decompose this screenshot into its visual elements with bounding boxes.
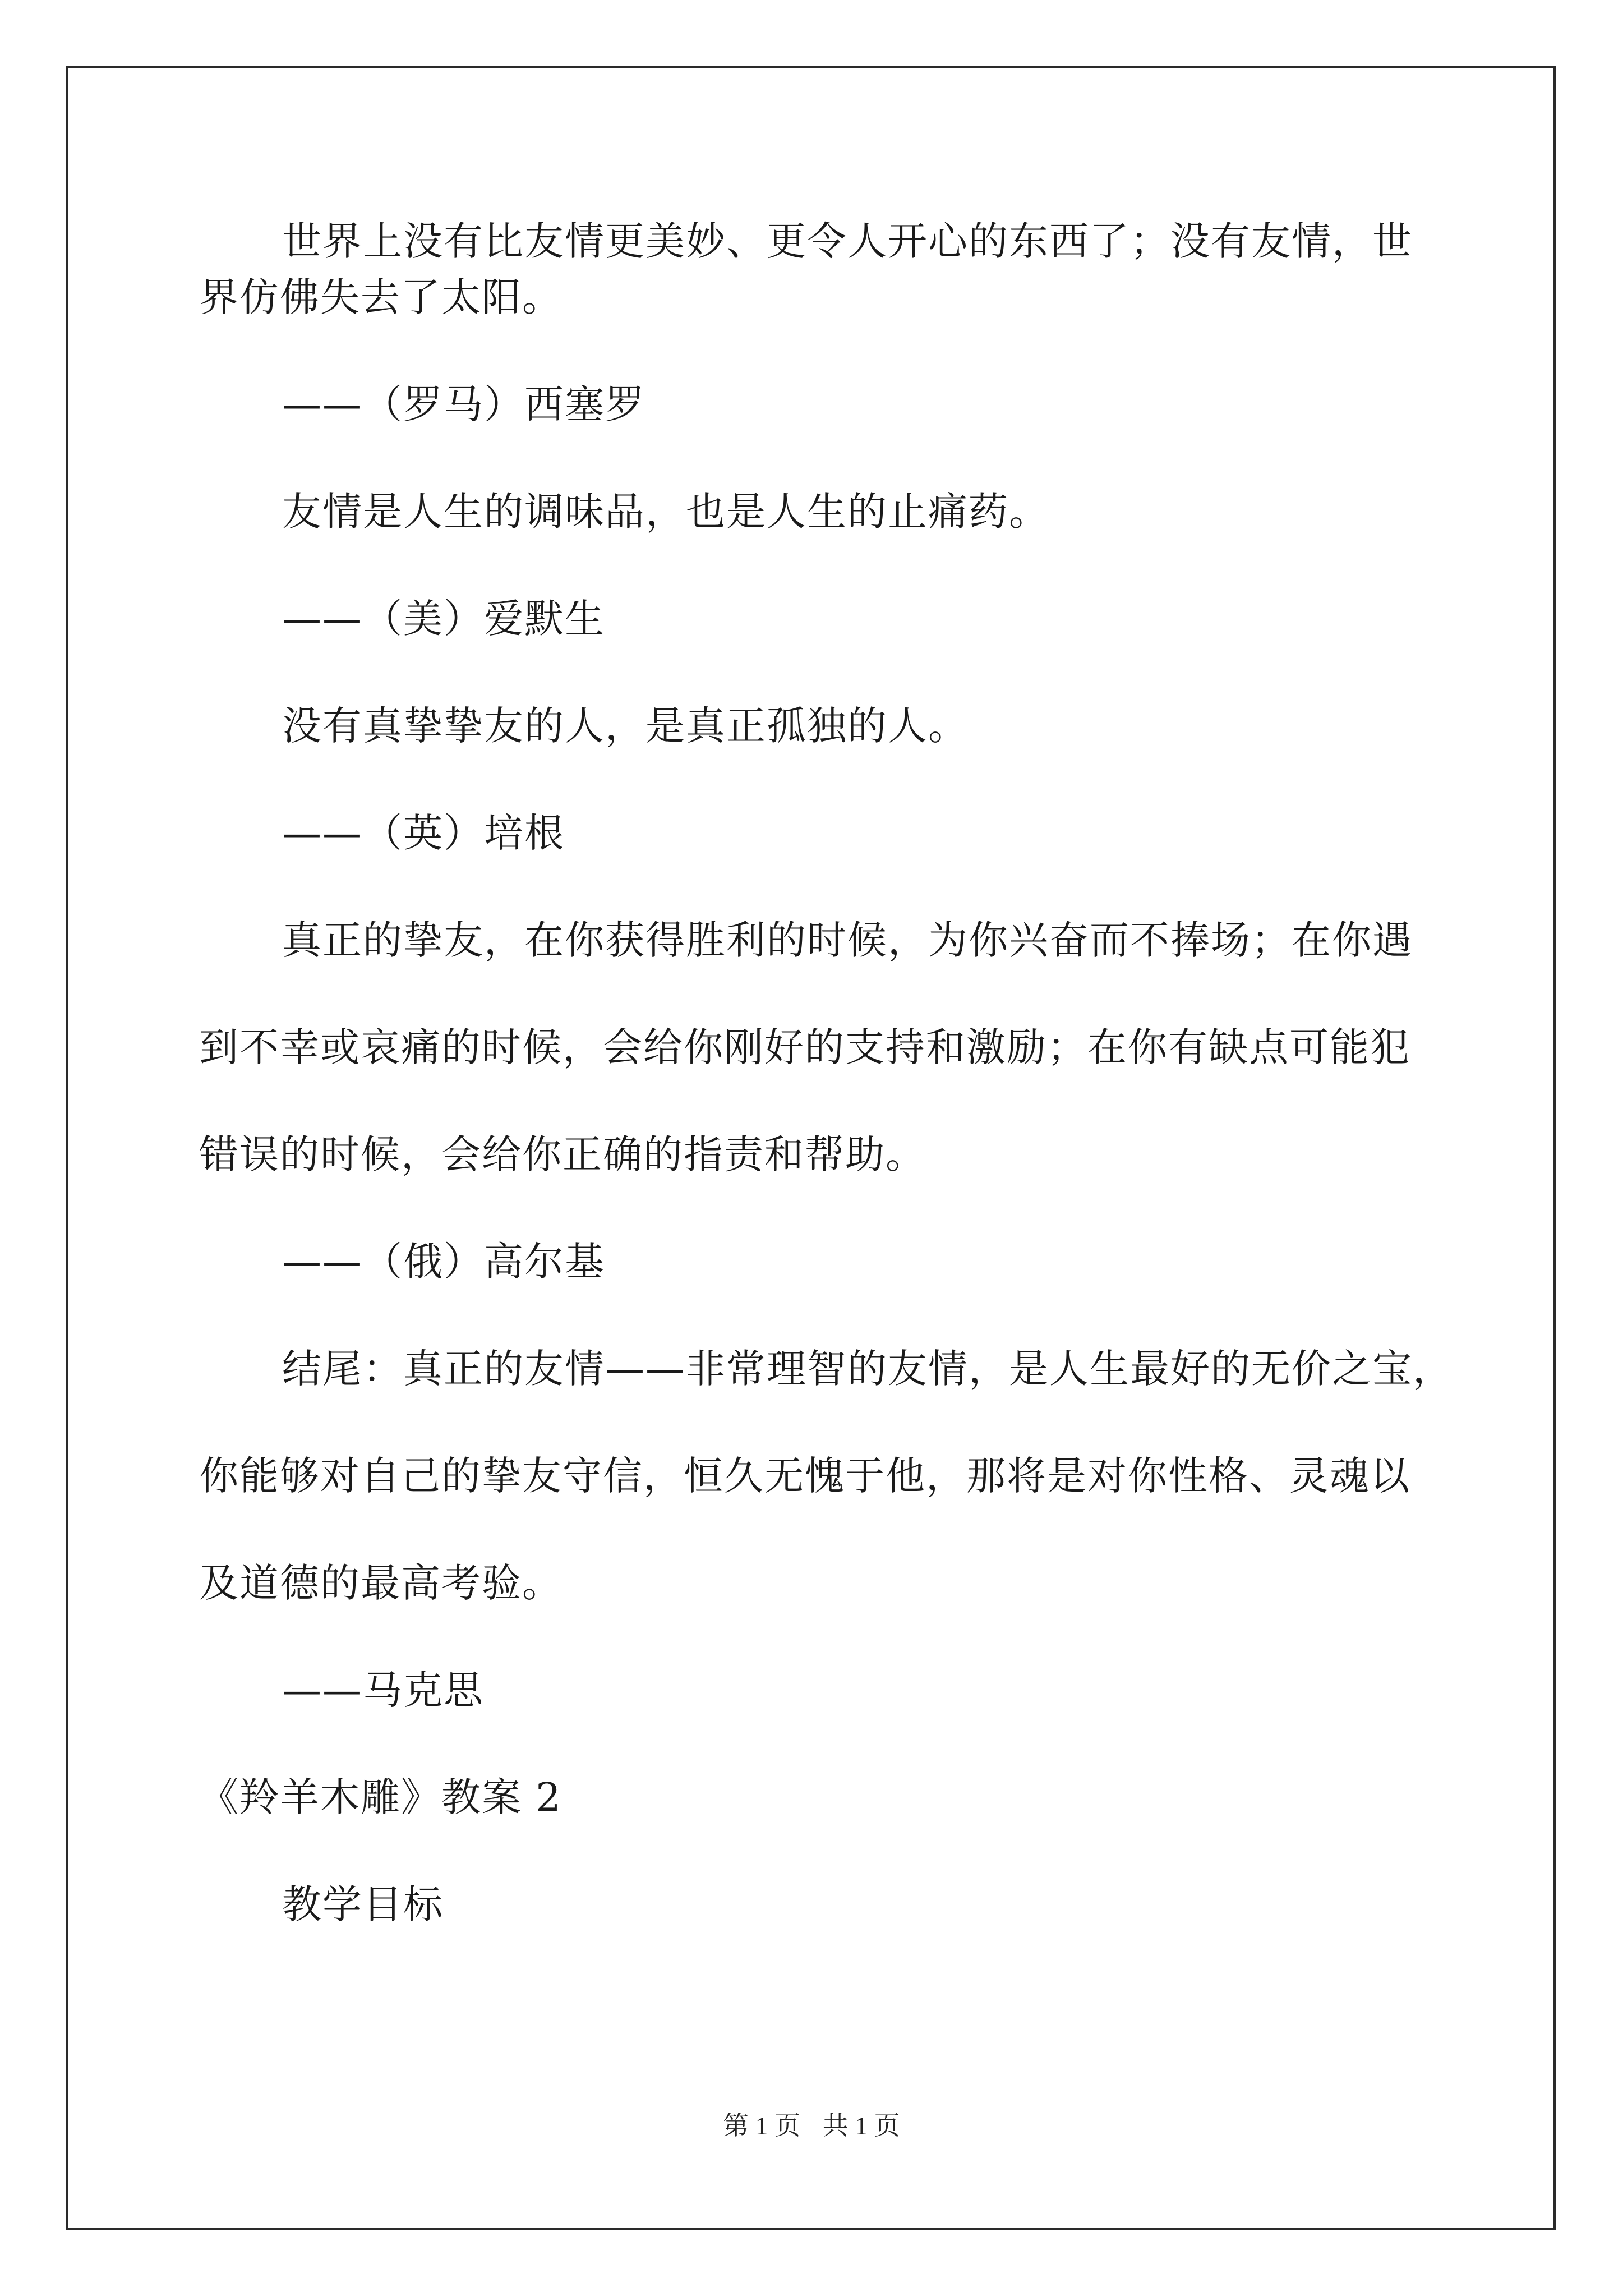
section-title <box>199 1769 1433 1825</box>
text-line: 《羚羊木雕》教案 2 <box>199 1774 562 1820</box>
text-line: 你能够对自己的挚友守信，恒久无愧于他，那将是对你性格、灵魂以 <box>199 1453 1410 1499</box>
quote-attribution <box>199 1234 1433 1290</box>
document-body <box>199 213 1453 1932</box>
page-total: 共 1 页 <box>822 2111 900 2140</box>
text-line: ——马克思 <box>282 1667 484 1713</box>
text-line: 世界上没有比友情更美妙、更令人开心的东西了；没有友情，世 <box>282 218 1413 264</box>
text-line: ——（英）培根 <box>282 810 565 856</box>
text-line: 到不幸或哀痛的时候，会给你刚好的支持和激励；在你有缺点可能犯 <box>199 1024 1410 1070</box>
text-line: 真正的挚友，在你获得胜利的时候，为你兴奋而不捧场；在你遇 <box>282 917 1413 963</box>
quote-attribution <box>199 805 1433 861</box>
text-line: 没有真挚挚友的人，是真正孤独的人。 <box>282 703 969 749</box>
paragraph <box>199 1341 1453 1611</box>
page-footer <box>0 2109 1623 2143</box>
text-line: 及道德的最高考验。 <box>199 1560 562 1606</box>
paragraph <box>199 484 1433 540</box>
paragraph <box>199 698 1433 754</box>
text-line: ——（俄）高尔基 <box>282 1239 605 1285</box>
text-line: 结尾：真正的友情——非常理智的友情，是人生最好的无价之宝， <box>282 1346 1453 1392</box>
page-number: 第 1 页 <box>723 2111 801 2140</box>
text-line: 友情是人生的调味品，也是人生的止痛药。 <box>282 489 1049 535</box>
section-subtitle <box>199 1876 1433 1932</box>
paragraph <box>199 912 1433 1182</box>
text-line: ——（罗马）西塞罗 <box>282 381 645 427</box>
paragraph <box>199 213 1433 325</box>
quote-attribution <box>199 591 1433 647</box>
quote-attribution <box>199 376 1433 432</box>
text-line: ——（美）爱默生 <box>282 596 605 642</box>
text-line: 教学目标 <box>282 1881 444 1927</box>
quote-attribution <box>199 1662 1433 1718</box>
text-line: 错误的时候，会给你正确的指责和帮助。 <box>199 1131 926 1177</box>
text-line: 界仿佛失去了太阳。 <box>199 274 562 320</box>
